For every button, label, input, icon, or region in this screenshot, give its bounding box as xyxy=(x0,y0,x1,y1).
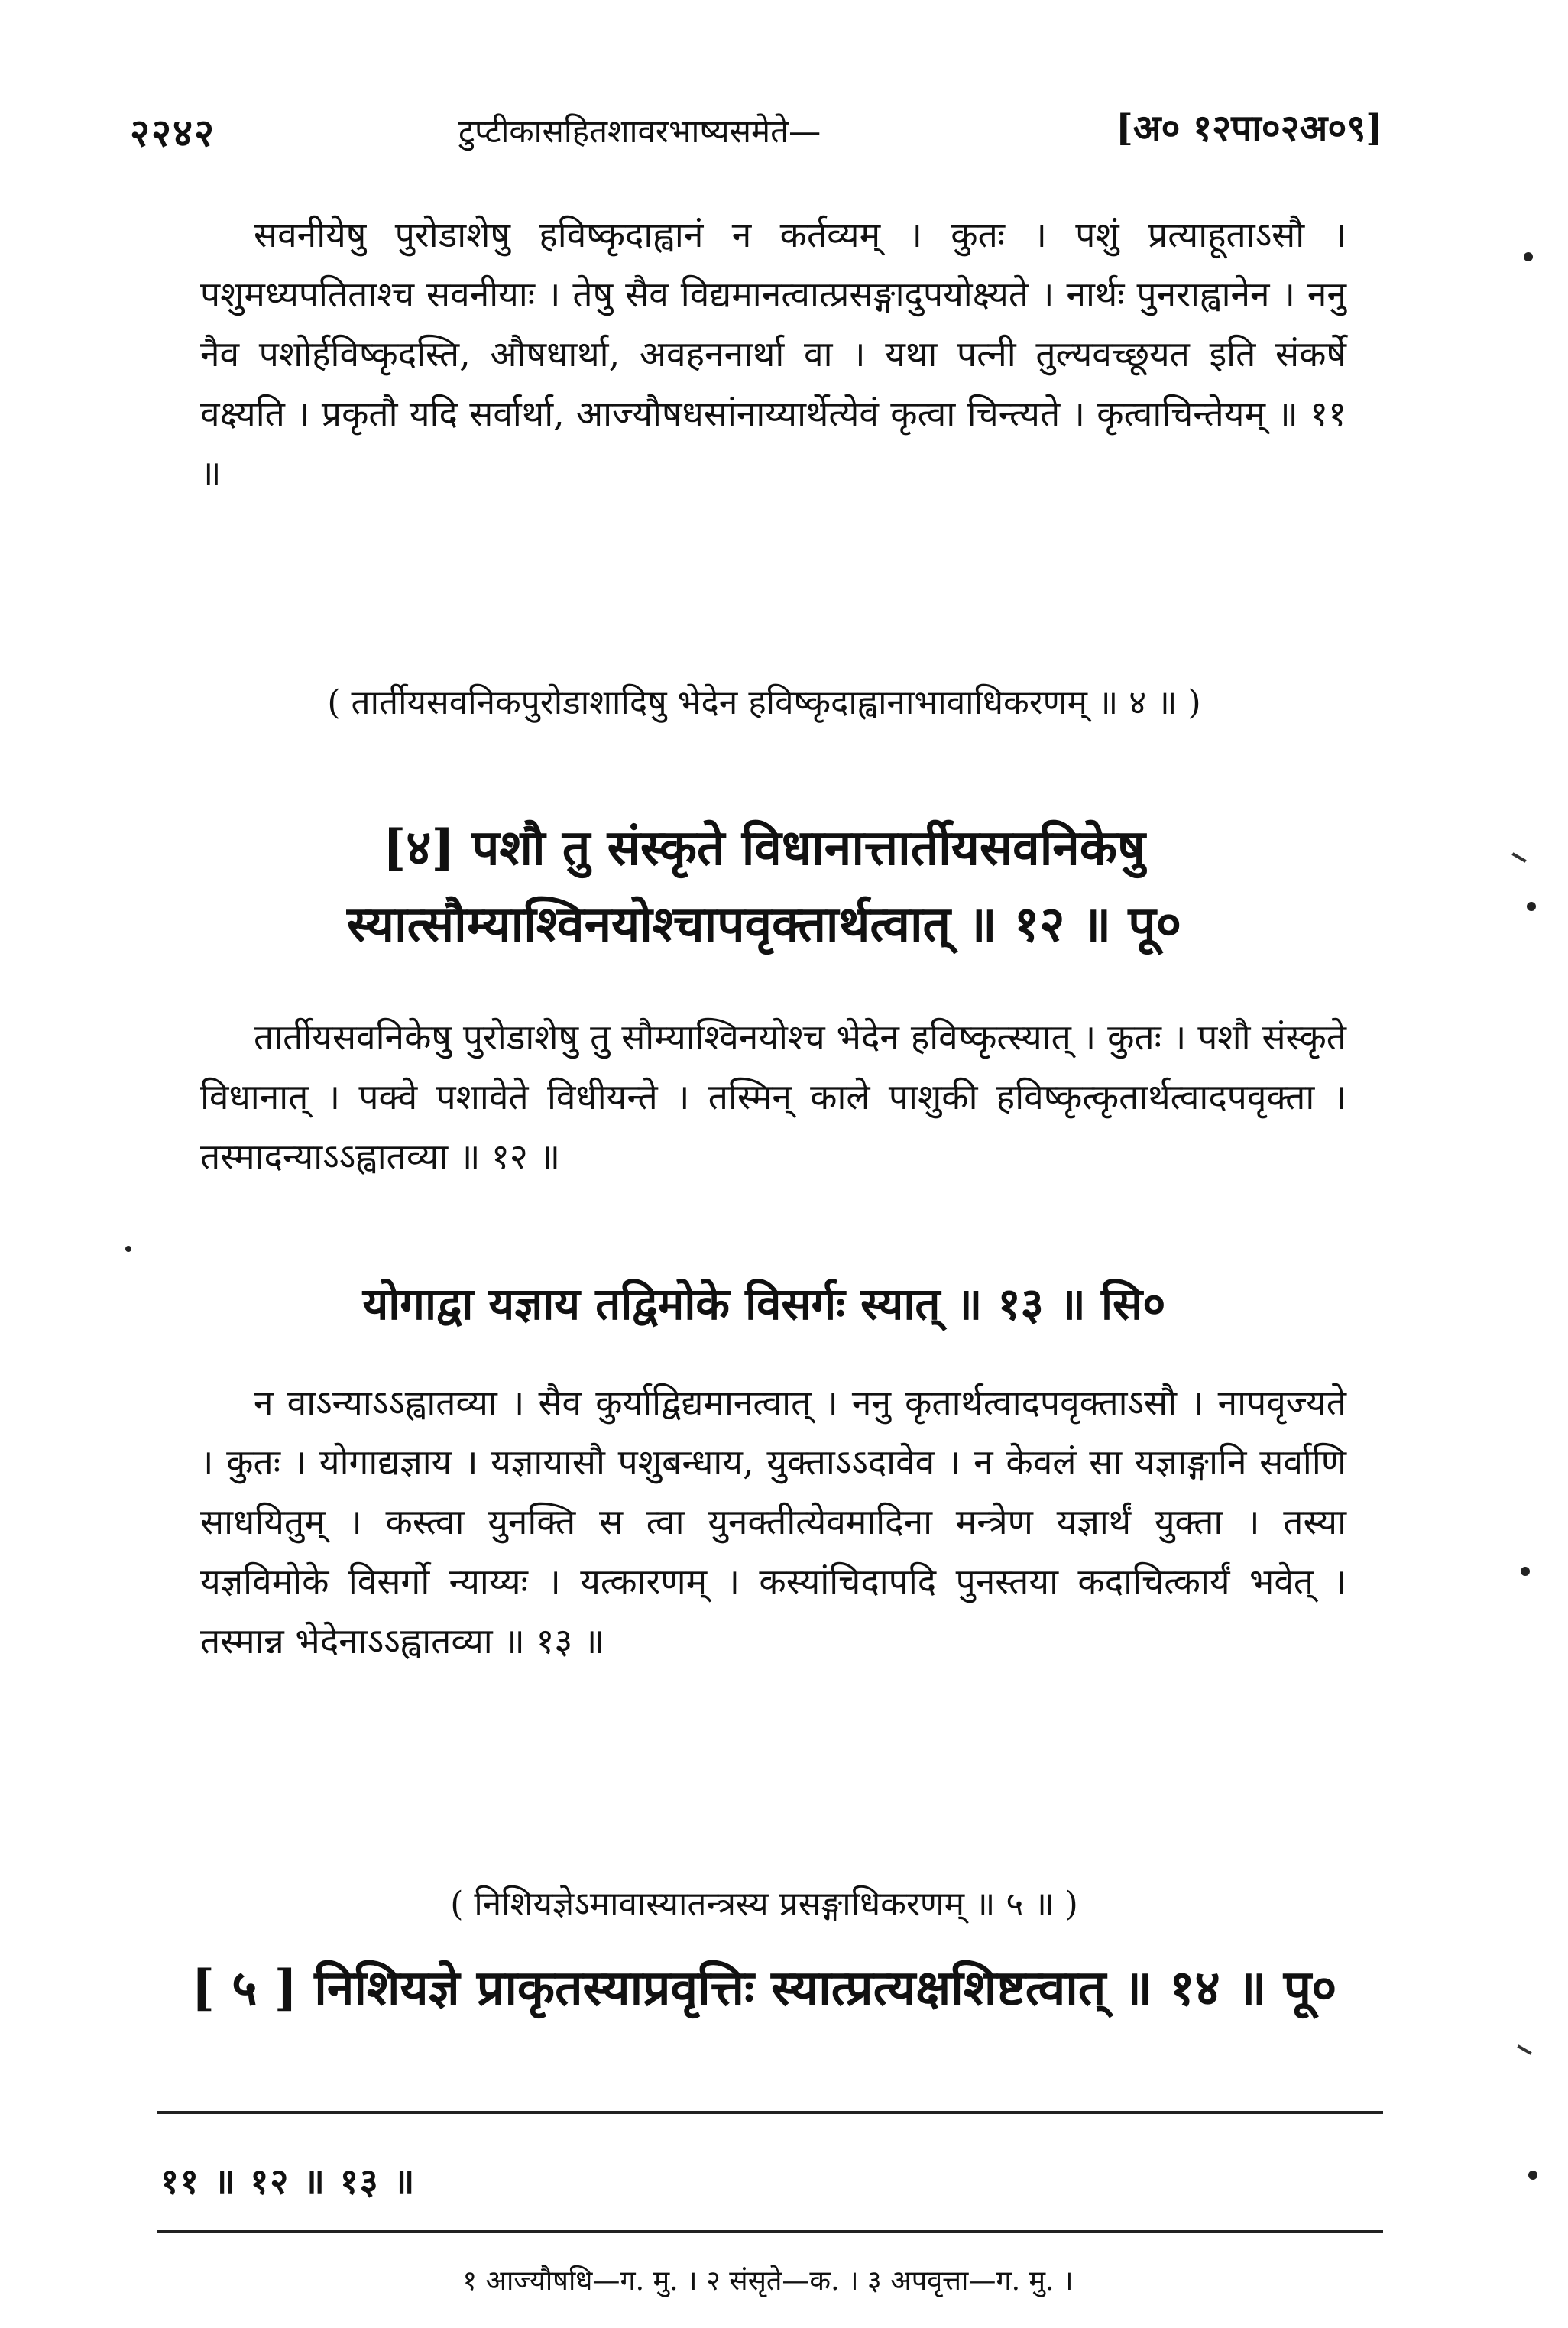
scan-speck xyxy=(1528,2171,1537,2180)
sutra-12: [४] पशौ तु संस्कृते विधानात्तार्तीयसवनिकेषु स्यात्सौम्याश्विनयोश्चापवृक्तार्थत्वात् ॥ १२ ॥ पू० xyxy=(346,819,1181,953)
footnote-rule-lower xyxy=(157,2230,1383,2233)
scan-speck xyxy=(1527,902,1536,911)
sutra-14: [ ५ ] निशियज्ञे प्राकृतस्याप्रवृत्तिः स्यात्प्रत्यक्षशिष्टत्वात् ॥ १४ ॥ पू० xyxy=(191,1960,1337,2017)
scan-mark xyxy=(1511,852,1526,862)
bhashya-paragraph-11: सवनीयेषु पुरोडाशेषु हविष्कृदाह्वानं न कर्तव्यम् । कुतः । पशुं प्रत्याहूताऽसौ । पशुमध्यपतिताश्च सवनीयाः । तेषु सैव विद्यमानत्वात्प्रसङ्गादुपयोक्ष्यते । नार्थः पुनराह्वानेन । ननु नैव पशोर्हविष्कृदस्ति, औषधार्था, अवहननार्था वा । यथा पत्नी तुल्यवच्छूयत इति संकर्षे वक्ष्यति । प्रकृतौ यदि सर्वार्था, आज्यौषधसांनाय्यार्थेत्येवं कृत्वा चिन्त्यते । कृत्वाचिन्तेयम् ॥ ११ ॥ xyxy=(200,214,1346,494)
adhikarana-heading-4: ( तार्तीयसवनिकपुरोडाशादिषु भेदेन हविष्कृदाह्वानाभावाधिकरणम् ॥ ४ ॥ ) xyxy=(327,683,1201,722)
adhikarana-heading-5: ( निशियज्ञेऽमावास्यातन्त्रस्य प्रसङ्गाधिकरणम् ॥ ५ ॥ ) xyxy=(450,1885,1078,1924)
running-title: टुप्टीकासहितशावरभाष्यसमेते— xyxy=(458,112,821,150)
scan-speck xyxy=(1524,252,1533,261)
sutra-13: योगाद्वा यज्ञाय तद्विमोके विसर्गः स्यात् ॥ १३ ॥ सि० xyxy=(362,1278,1166,1330)
footnote-verse-numbers: ११ ॥ १२ ॥ १३ ॥ xyxy=(160,2161,416,2202)
page-number: २२४२ xyxy=(130,110,215,155)
page-header xyxy=(130,98,1383,167)
footnotes: १ आज्यौषधि—ग. मु. । २ संसृते—क. । ३ अपवृत्ता—ग. मु. । xyxy=(462,2265,1074,2297)
bhashya-paragraph-12: तार्तीयसवनिकेषु पुरोडाशेषु तु सौम्याश्विनयोश्च भेदेन हविष्कृत्स्यात् । कुतः । पशौ संस्कृते विधानात् । पक्वे पशावेते विधीयन्ते । तस्मिन् काले पाशुकी हविष्कृत्कृतार्थत्वादपवृक्ता । तस्मादन्याऽऽह्वातव्या ॥ १२ ॥ xyxy=(200,1016,1346,1177)
section-reference: [अ० १२पा०२अ०९] xyxy=(1116,107,1383,150)
scan-mark xyxy=(1517,2044,1531,2054)
scan-speck xyxy=(125,1246,131,1252)
scan-speck xyxy=(1521,1567,1530,1576)
footnote-rule-upper xyxy=(157,2111,1383,2114)
bhashya-paragraph-13: न वाऽन्याऽऽह्वातव्या । सैव कुर्याद्विद्यमानत्वात् । ननु कृतार्थत्वादपवृक्ताऽसौ । नापवृज्यते । कुतः । योगाद्यज्ञाय । यज्ञायासौ पशुबन्धाय, युक्ताऽऽदावेव । न केवलं सा यज्ञाङ्गानि सर्वाणि साधयितुम् । कस्त्वा युनक्ति स त्वा युनक्तीत्येवमादिना मन्त्रेण यज्ञार्थं युक्ता । तस्या यज्ञविमोके विसर्गो न्याय्यः । यत्कारणम् । कस्यांचिदापदि पुनस्तया कदाचित्कार्यं भवेत् । तस्मान्न भेदेनाऽऽह्वातव्या ॥ १३ ॥ xyxy=(200,1382,1346,1662)
